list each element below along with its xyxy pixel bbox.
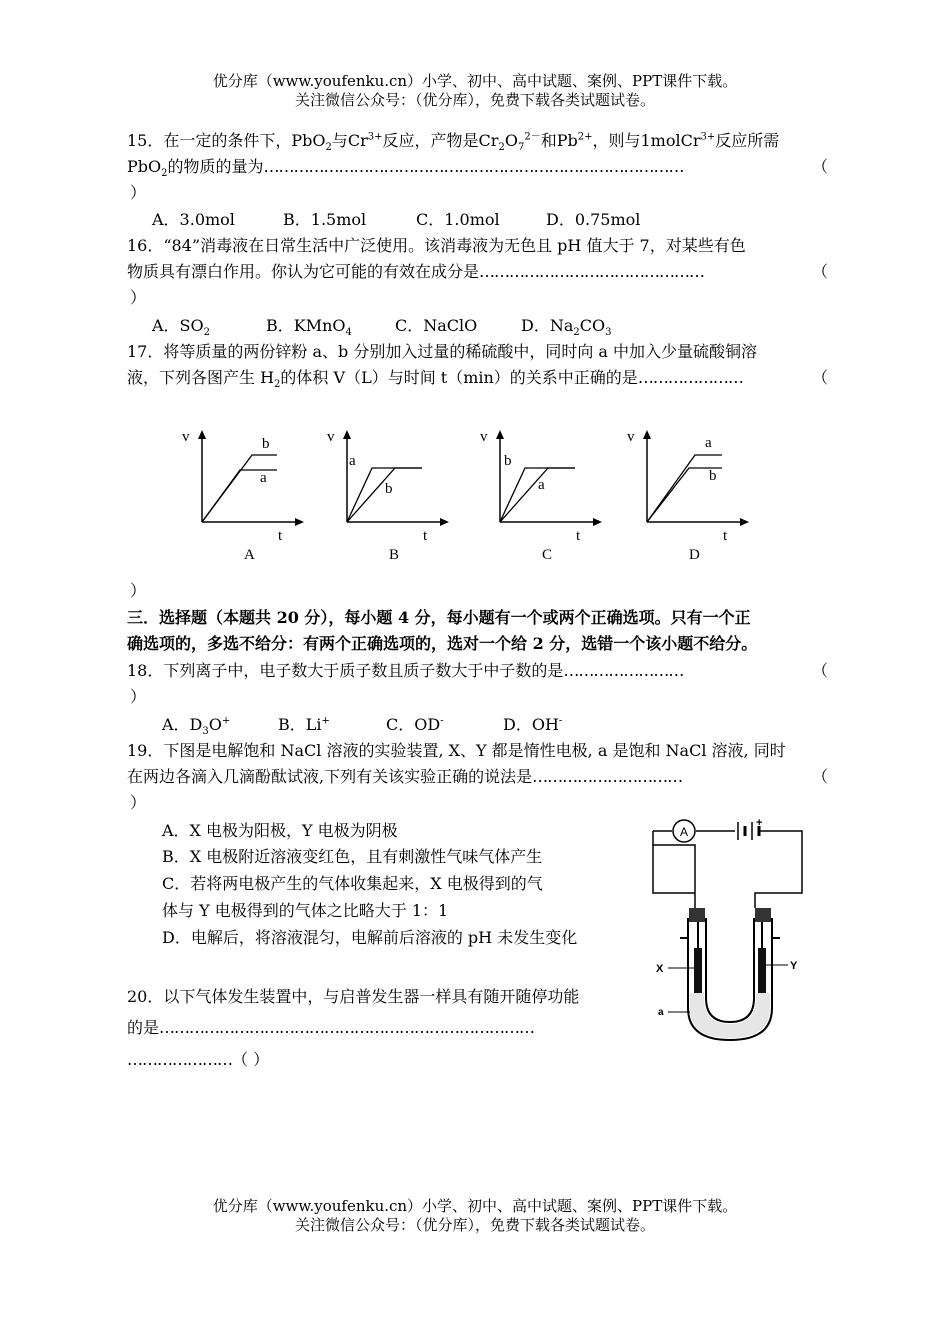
q15-sup: 3+: [367, 131, 383, 143]
axis-label-t: t: [723, 528, 728, 544]
q16-opt-d-mid: CO: [579, 316, 606, 335]
page-header-line1: 优分库（www.youfenku.cn）小学、初中、高中试题、案例、PPT课件下载。: [212, 72, 738, 90]
q18-opt-a-sup: +: [221, 715, 231, 727]
q15-text-c: 反应，产物是Cr: [382, 131, 499, 150]
label-y: Y: [790, 960, 798, 972]
axis-label-t: t: [423, 528, 428, 544]
q16-dots: ………………………………………: [479, 262, 705, 281]
q18-option-d: [503, 714, 562, 736]
y-axis-arrow: [343, 430, 351, 439]
q19-paren-close: ）: [130, 793, 147, 812]
section-3-line1: 三．选择题（本题共 20 分），每小题 4 分，每小题有一个或两个正确选项。只有一个正: [127, 608, 751, 627]
q15-text-e: ，则与1molCr: [592, 131, 701, 150]
section-3-line2: 确选项的，多选不给分：有两个正确选项的，选对一个给 2 分，选错一个该小题不给分。: [127, 634, 758, 653]
q16-opt-a-sub: 2: [203, 327, 211, 339]
q15-line2-b: 的物质的量为: [167, 157, 264, 176]
q18-number: 18．: [127, 661, 164, 680]
curve-label-b: b: [709, 468, 717, 484]
q18-paren-open: （: [812, 661, 829, 680]
x-axis-arrow: [440, 518, 449, 526]
x-axis-arrow: [295, 518, 304, 526]
page-footer-line2: 关注微信公众号：（优分库），免费下载各类试题试卷。: [294, 1216, 655, 1234]
nacl-solution: [690, 993, 770, 1038]
q17-paren-close: ）: [130, 581, 147, 600]
q15-sub: 7: [517, 142, 525, 154]
q15-line2-a: PbO: [127, 157, 162, 176]
q15-text-b: 与Cr: [331, 131, 368, 150]
stopper-left: [689, 908, 705, 922]
q18-option-a: [162, 714, 230, 736]
q15-sub: 2: [498, 142, 505, 154]
u-tube-inner: [706, 918, 754, 1022]
q15-number: 15．: [127, 131, 164, 150]
stopper-right: [755, 908, 771, 922]
q18-opt-a-text: A．D: [162, 715, 203, 734]
question-16-line2: [127, 261, 704, 283]
q19-number: 19．: [127, 741, 164, 760]
curve-b: [202, 455, 277, 522]
question-15-line1: [127, 130, 779, 152]
electrolysis-apparatus-figure: [650, 818, 810, 1046]
q16-line2-text: 物质具有漂白作用。你认为它可能的有效在成分是: [127, 262, 480, 281]
q17-line2-a: 液，下列各图产生 H: [127, 368, 275, 387]
q19-option-a: A．X 电极为阳极，Y 电极为阴极: [162, 821, 398, 840]
q18-opt-c-sup: -: [440, 715, 444, 727]
q15-option-b: B．1.5mol: [283, 210, 367, 229]
q16-line1-text: “84”消毒液在日常生活中广泛使用。该消毒液为无色且 pH 值大于 7，对某些有色: [163, 236, 746, 255]
q18-opt-c-text: C．OD: [386, 715, 441, 734]
axis-label-v: v: [627, 429, 635, 445]
q18-text: 下列离子中，电子数大于质子数且质子数大于中子数的是: [163, 661, 564, 680]
q18-opt-a-sub: 3: [202, 726, 209, 738]
q18-opt-b-sup: +: [321, 715, 330, 727]
q17-graph-d: [625, 425, 765, 570]
curve-label-a: a: [260, 470, 267, 486]
page-header-line2: 关注微信公众号：（优分库），免费下载各类试题试卷。: [294, 91, 655, 109]
label-x: X: [656, 963, 664, 975]
y-axis-arrow: [198, 430, 206, 439]
q17-graph-b: [325, 425, 465, 570]
circuit-wire-left: [653, 845, 695, 908]
curve-a: [647, 455, 722, 522]
question-16-line1: [127, 235, 746, 257]
q16-option-b: [266, 315, 352, 337]
q20-dots2: …………………: [127, 1050, 232, 1069]
q15-option-d: D．0.75mol: [546, 210, 641, 229]
q17-line1-text: 将等质量的两份锌粉 a、b 分别加入过量的稀硫酸中，同时向 a 中加入少量硫酸铜溶: [163, 342, 758, 361]
q17-graph-c: [478, 425, 618, 570]
axis-label-t: t: [576, 528, 581, 544]
q15-paren-close: ）: [130, 183, 147, 202]
circuit-wire-right: [755, 831, 802, 908]
q20-dots1: …………………………………………………………………: [159, 1018, 535, 1037]
graph-label-b: B: [389, 547, 400, 563]
graph-label-d: D: [689, 547, 700, 563]
q20-paren: （ ）: [232, 1050, 270, 1069]
q20-number: 20．: [127, 987, 164, 1006]
q16-paren-open: （: [812, 262, 829, 281]
q15-text-d: 和Pb: [540, 131, 578, 150]
q17-dots: …………………: [637, 368, 743, 387]
curve-label-b: b: [385, 481, 393, 497]
q18-opt-a-o: O: [208, 715, 222, 734]
q17-line2-sub: 2: [274, 379, 281, 391]
page-footer-line1: 优分库（www.youfenku.cn）小学、初中、高中试题、案例、PPT课件下载。: [212, 1197, 738, 1215]
x-axis-arrow: [593, 518, 602, 526]
q16-option-a: [152, 315, 210, 337]
question-17-line1: [127, 341, 757, 363]
q15-sub: 2: [325, 142, 332, 154]
q20-line2-text: 的是: [127, 1018, 160, 1037]
electrode-y: [758, 948, 766, 993]
q16-opt-a-text: A．SO: [152, 316, 204, 335]
q17-graph-a: [180, 425, 320, 570]
question-17-line2: [127, 367, 743, 389]
q15-option-a: A．3.0mol: [152, 210, 235, 229]
q16-option-d: [521, 315, 611, 337]
axis-label-v: v: [327, 429, 335, 445]
q16-option-c: C．NaClO: [395, 316, 478, 335]
q15-sup: 2－: [524, 131, 541, 143]
q18-opt-b-text: B．Li: [278, 715, 322, 734]
q17-line2-b: 的体积 V（L）与时间 t（min）的关系中正确的是: [280, 368, 638, 387]
curve-label-a: a: [538, 477, 545, 493]
y-axis-arrow: [643, 430, 651, 439]
q19-line1-text: 下图是电解饱和 NaCl 溶液的实验装置, X、Y 都是惰性电极, a 是饱和 NaCl 溶液, 同时: [163, 741, 786, 760]
ammeter-label: A: [679, 825, 689, 839]
question-19-line2: [127, 766, 682, 788]
q19-option-c-cont: 体与 Y 电极得到的气体之比略大于 1：1: [162, 901, 449, 920]
q15-sup: 3+: [700, 131, 716, 143]
q15-sup: 2+: [577, 131, 593, 143]
q16-opt-b-text: B．KMnO: [266, 316, 346, 335]
q19-dots: …………………………: [532, 767, 683, 786]
question-15-line2: [127, 156, 684, 178]
q18-option-c: [386, 714, 444, 736]
battery-plus-sign: +: [756, 818, 763, 829]
q16-opt-b-sub: 4: [345, 327, 352, 339]
q18-dots: ……………………: [563, 661, 684, 680]
axis-label-v: v: [182, 429, 190, 445]
question-20-line3: [127, 1049, 269, 1071]
q19-option-b: B．X 电极附近溶液变红色，且有刺激性气味气体产生: [162, 847, 543, 866]
question-19-line1: [127, 740, 786, 762]
q19-paren-open: （: [812, 767, 829, 786]
graph-label-a: A: [244, 547, 255, 563]
q16-opt-d-text: D．Na: [521, 316, 574, 335]
q20-line1-text: 以下气体发生装置中，与启普发生器一样具有随开随停功能: [163, 987, 580, 1006]
q17-number: 17．: [127, 342, 164, 361]
x-axis-arrow: [740, 518, 749, 526]
q16-opt-d-sub2: 3: [605, 327, 612, 339]
q17-paren-open: （: [812, 368, 829, 387]
q15-dots: …………………………………………………………………………: [263, 157, 684, 176]
q18-opt-d-text: D．OH: [503, 715, 559, 734]
curve-label-a: a: [349, 453, 356, 469]
q16-number: 16．: [127, 236, 164, 255]
q19-line2-text: 在两边各滴入几滴酚酞试液,下列有关该实验正确的说法是: [127, 767, 533, 786]
q15-text-o: O: [504, 131, 518, 150]
q15-text-f: 反应所需: [715, 131, 780, 150]
q15-text-a: 在一定的条件下，PbO: [163, 131, 326, 150]
electrode-x: [694, 948, 702, 993]
question-20-line2: [127, 1017, 534, 1039]
q15-paren-open: （: [812, 157, 829, 176]
question-20-line1: [127, 986, 579, 1008]
q18-option-b: [278, 714, 330, 736]
curve-label-b: b: [262, 436, 270, 452]
axis-label-t: t: [278, 528, 283, 544]
graph-label-c: C: [542, 547, 553, 563]
question-18-line1: [127, 660, 683, 682]
curve-label-b: b: [504, 453, 512, 469]
label-a: a: [658, 1007, 664, 1018]
q19-option-d: D．电解后，将溶液混匀，电解前后溶液的 pH 未发生变化: [162, 928, 578, 947]
y-axis-arrow: [496, 430, 504, 439]
q15-line2-sub: 2: [161, 168, 168, 180]
curve-label-a: a: [705, 435, 712, 451]
axis-label-v: v: [480, 429, 488, 445]
q16-opt-d-sub1: 2: [573, 327, 580, 339]
q15-option-c: C．1.0mol: [416, 210, 500, 229]
q19-option-c: C．若将两电极产生的气体收集起来，X 电极得到的气: [162, 874, 543, 893]
q18-paren-close: ）: [130, 687, 147, 706]
q18-opt-d-sup: -: [558, 715, 563, 727]
q16-paren-close: ）: [130, 288, 147, 307]
